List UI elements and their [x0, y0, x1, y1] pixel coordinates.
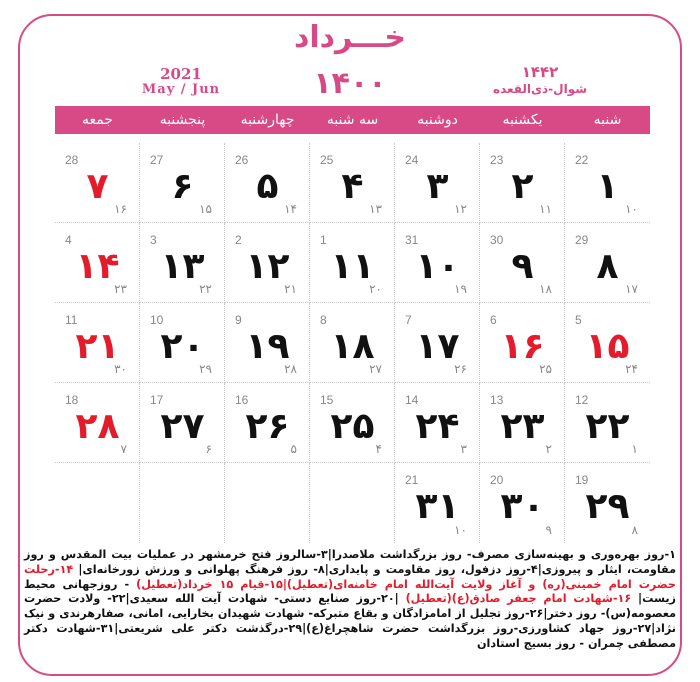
gregorian-date: 22: [575, 153, 589, 167]
day-cell[interactable]: [140, 303, 225, 383]
day-cell[interactable]: [140, 143, 225, 223]
persian-date: ۲۸: [75, 406, 120, 447]
persian-date: ۷: [86, 166, 109, 207]
persian-year: ۱۴۰۰: [313, 66, 387, 101]
hijri-date: ۱۵: [199, 202, 212, 216]
note-segment: |۲۰-روز صنایع دستی- شهادت آیت الله سعیدی|۲۲- ولادت حضرت معصومه(س)- روز دختر|۲۶-روز تجلیل از امامزادگان و بقاع متبرکه- شهادت شهیدان بخارایی، امانی، صفارهرندی و نیک نژاد|۲۷-روز جهاد کشاورزی-روز بزرگداشت حضرت شاهچراغ(ع)|۲۹-درگذشت دکتر علی شریعتی|۳۱-شهادت دکتر مصطفی چمران - روز بسیج استادان: [24, 592, 676, 650]
empty-cell: [310, 463, 395, 543]
persian-date: ۲۱: [75, 326, 120, 367]
persian-date: ۲۷: [160, 406, 205, 447]
gregorian-date: 25: [320, 153, 334, 167]
gregorian-date: 10: [150, 313, 164, 327]
hijri-date: ۱۴: [284, 202, 297, 216]
persian-date: ۹: [511, 246, 534, 287]
empty-cell: [140, 463, 225, 543]
day-cell[interactable]: [565, 223, 650, 303]
persian-date: ۲۰: [160, 326, 205, 367]
persian-date: ۶: [171, 166, 194, 207]
gregorian-date: 18: [65, 393, 79, 407]
day-cell[interactable]: [395, 143, 480, 223]
gregorian-date: 27: [150, 153, 164, 167]
persian-date: ۲: [511, 166, 534, 207]
persian-date: ۱۳: [160, 246, 205, 287]
hijri-date: ۱۹: [454, 282, 467, 296]
persian-date: ۲۶: [245, 406, 290, 447]
persian-date: ۱: [596, 166, 619, 207]
day-cell[interactable]: [480, 383, 565, 463]
hijri-date: ۵: [290, 442, 297, 456]
gregorian-date: 1: [320, 233, 327, 247]
hijri-date: ۴: [375, 442, 382, 456]
note-segment-holiday: ۱۴-رحلت حضرت امام خمینی(ره) و آغاز ولایت آیت‌الله امام خامنه‌ای(تعطیل)|۱۵-قیام ۱۵ خرداد(تعطیل): [24, 562, 676, 591]
gregorian-months: May / Jun: [141, 82, 221, 97]
day-cell[interactable]: [225, 383, 310, 463]
hijri-date: ۲: [545, 442, 552, 456]
hijri-date: ۲۹: [199, 362, 212, 376]
gregorian-date: 20: [490, 473, 504, 487]
day-cell[interactable]: [140, 223, 225, 303]
hijri-date: ۲۴: [625, 362, 638, 376]
hijri-date: ۱: [631, 442, 638, 456]
day-cell[interactable]: [480, 223, 565, 303]
day-cell[interactable]: [310, 223, 395, 303]
hijri-date: ۱۱: [539, 202, 552, 216]
day-cell[interactable]: [480, 303, 565, 383]
hijri-date: ۸: [631, 523, 638, 537]
gregorian-date: 9: [235, 313, 242, 327]
gregorian-date: 12: [575, 393, 589, 407]
persian-date: ۲۵: [330, 406, 375, 447]
hijri-date: ۲۰: [369, 282, 382, 296]
persian-date: ۱۷: [415, 326, 460, 367]
persian-date: ۳۱: [415, 486, 460, 527]
hijri-date: ۱۸: [539, 282, 552, 296]
gregorian-date: 23: [490, 153, 504, 167]
hijri-date: ۲۸: [284, 362, 297, 376]
persian-date: ۱۹: [245, 326, 290, 367]
hijri-date: ۱۰: [625, 202, 638, 216]
day-cell[interactable]: [55, 383, 140, 463]
month-title: خـــرداد: [293, 20, 407, 55]
gregorian-date: 17: [150, 393, 164, 407]
day-cell[interactable]: [225, 143, 310, 223]
gregorian-date: 28: [65, 153, 79, 167]
note-segment: - روزجهانی محیط زیست|: [24, 577, 676, 606]
hijri-date: ۱۶: [114, 202, 127, 216]
gregorian-header: [126, 66, 236, 98]
persian-date: ۲۲: [585, 406, 630, 447]
gregorian-date: 5: [575, 313, 582, 327]
day-cell[interactable]: [565, 143, 650, 223]
persian-date: ۲۹: [585, 486, 630, 527]
gregorian-date: 24: [405, 153, 419, 167]
persian-date: ۲۴: [415, 406, 460, 447]
hijri-date: ۲۱: [284, 282, 297, 296]
hijri-months: شوال-ذی‌القعده: [492, 82, 588, 96]
gregorian-date: 16: [235, 393, 249, 407]
persian-date: ۴: [341, 166, 364, 207]
persian-date: ۱۲: [245, 246, 290, 287]
day-cell[interactable]: [140, 383, 225, 463]
gregorian-date: 14: [405, 393, 419, 407]
hijri-date: ۲۵: [539, 362, 552, 376]
gregorian-date: 2: [235, 233, 242, 247]
day-cell[interactable]: [565, 383, 650, 463]
gregorian-date: 8: [320, 313, 327, 327]
empty-cell: [225, 463, 310, 543]
gregorian-date: 11: [65, 313, 78, 327]
day-cell[interactable]: [480, 143, 565, 223]
persian-date: ۱۰: [415, 246, 460, 287]
hijri-date: ۹: [545, 523, 552, 537]
hijri-date: ۲۲: [199, 282, 212, 296]
hijri-date: ۲۷: [369, 362, 382, 376]
day-cell[interactable]: [395, 303, 480, 383]
day-cell[interactable]: [480, 463, 565, 543]
hijri-date: ۲۳: [114, 282, 127, 296]
gregorian-date: 6: [490, 313, 497, 327]
note-segment: ۱-روز بهره‌وری و بهینه‌سازی مصرف- روز بزرگداشت ملاصدرا|۳-سالروز فتح خرمشهر در عملیات بیت المقدس و روز مقاومت، ایثار و پیروزی|۴-روز دزفول، روز مقاومت و پایداری|۸- روز فرهنگ پهلوانی و ورزش زورخانه‌ای|: [24, 548, 677, 576]
day-cell[interactable]: [395, 223, 480, 303]
persian-date: ۱۴: [75, 246, 120, 287]
persian-date: ۸: [596, 246, 619, 287]
persian-date: ۳۰: [500, 486, 545, 527]
empty-cell: [55, 463, 140, 543]
weekday-sunday: یکشنبه: [502, 112, 543, 128]
day-cell[interactable]: [395, 383, 480, 463]
gregorian-date: 19: [575, 473, 589, 487]
persian-date: ۳: [426, 166, 449, 207]
persian-date: ۱۱: [330, 246, 375, 287]
hijri-date: ۳۰: [114, 362, 127, 376]
day-cell[interactable]: [55, 223, 140, 303]
gregorian-date: 13: [490, 393, 504, 407]
hijri-date: ۲۶: [454, 362, 467, 376]
hijri-date: ۶: [205, 442, 212, 456]
note-segment-holiday: ۱۶-شهادت امام جعفر صادق(ع)(تعطیل): [405, 592, 632, 606]
hijri-date: ۱۳: [369, 202, 382, 216]
day-cell[interactable]: [225, 223, 310, 303]
gregorian-date: 31: [405, 233, 419, 247]
persian-date: ۱۵: [585, 326, 630, 367]
day-cell[interactable]: [55, 303, 140, 383]
gregorian-year: 2021: [160, 65, 202, 83]
weekday-saturday: شنبه: [593, 112, 622, 128]
day-cell[interactable]: [565, 303, 650, 383]
day-cell[interactable]: [225, 303, 310, 383]
gregorian-date: 29: [575, 233, 589, 247]
persian-date: ۵: [256, 166, 279, 207]
day-cell[interactable]: [55, 143, 140, 223]
hijri-date: ۱۰: [454, 523, 467, 537]
calendar-grid: [55, 143, 650, 545]
weekday-wednesday: چهارشنبه: [240, 112, 295, 128]
day-cell[interactable]: [310, 303, 395, 383]
hijri-date: ۱۲: [454, 202, 467, 216]
occasions-notes: [24, 548, 676, 652]
gregorian-date: 21: [405, 473, 419, 487]
gregorian-date: 3: [150, 233, 157, 247]
gregorian-date: 30: [490, 233, 504, 247]
hijri-date: ۱۷: [625, 282, 638, 296]
day-cell[interactable]: [310, 143, 395, 223]
gregorian-date: 4: [65, 233, 72, 247]
weekday-thursday: پنجشنبه: [159, 112, 206, 128]
hijri-year: ۱۴۴۲: [521, 63, 559, 81]
hijri-header: [470, 64, 610, 98]
day-cell[interactable]: [565, 463, 650, 543]
day-cell[interactable]: [395, 463, 480, 543]
weekday-tuesday: سه شنبه: [326, 112, 379, 128]
gregorian-date: 15: [320, 393, 334, 407]
weekday-bar: [55, 106, 650, 134]
gregorian-date: 26: [235, 153, 249, 167]
persian-date: ۱۸: [330, 326, 375, 367]
gregorian-date: 7: [405, 313, 412, 327]
weekday-friday: جمعه: [81, 112, 113, 128]
hijri-date: ۷: [120, 442, 127, 456]
persian-date: ۲۳: [500, 406, 545, 447]
day-cell[interactable]: [310, 383, 395, 463]
weekday-monday: دوشنبه: [417, 112, 458, 128]
hijri-date: ۳: [460, 442, 467, 456]
persian-date: ۱۶: [500, 326, 545, 367]
